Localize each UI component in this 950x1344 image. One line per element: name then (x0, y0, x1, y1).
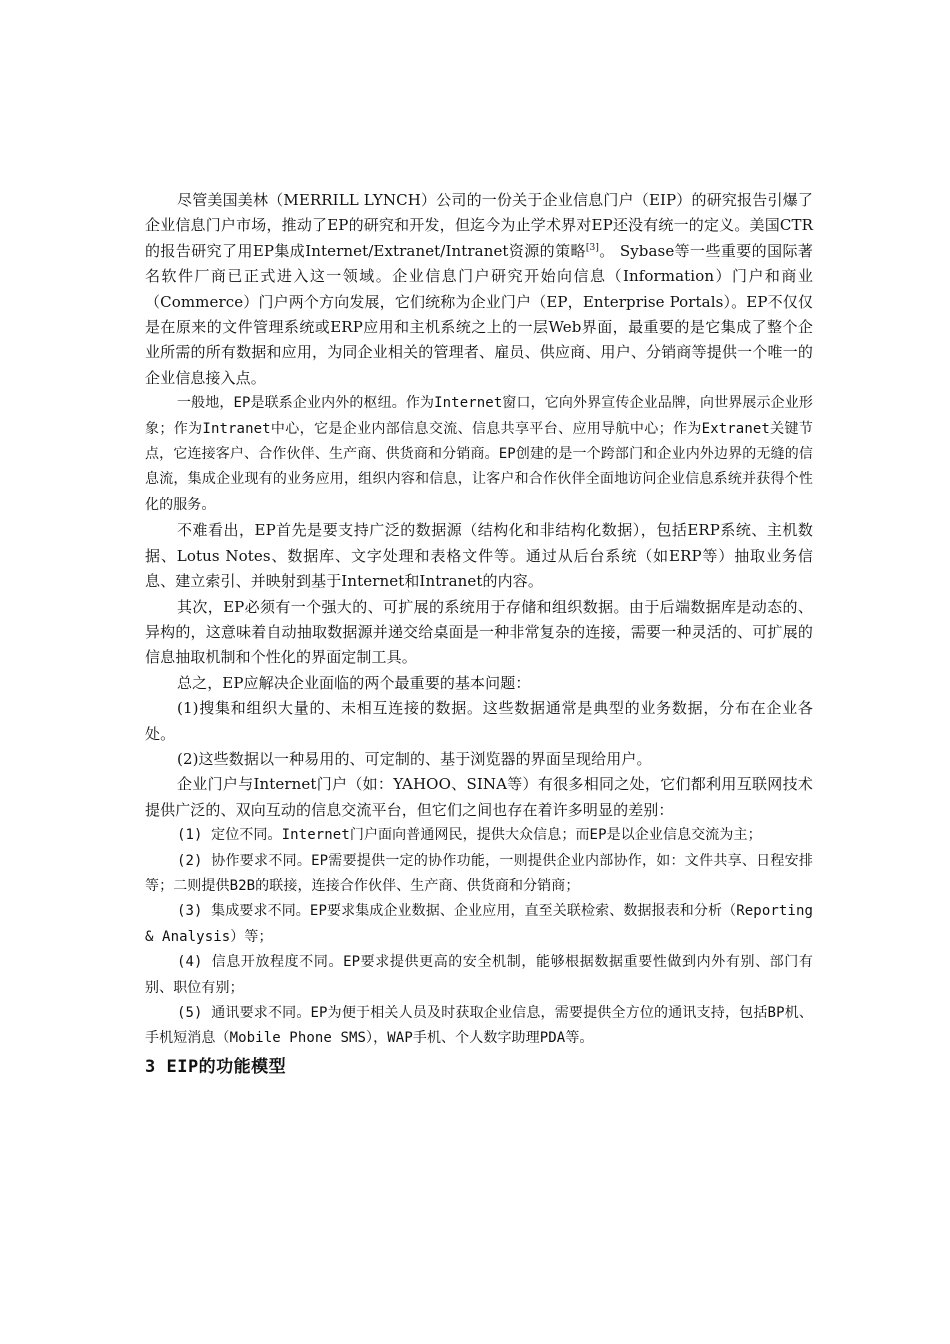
paragraph-data-sources: 不难看出，EP首先是要支持广泛的数据源（结构化和非结构化数据），包括ERP系统、主机数据、Lotus Notes、数据库、文字处理和表格文件等。通过从后台系统（如ERP等）抽取业务信息、建立索引、并映射到基于Internet和Intranet的内容。 (145, 521, 813, 591)
paragraph-eip-background (145, 188, 813, 391)
list-item-difference-1: (1) 定位不同。Internet门户面向普通网民，提供大众信息；而EP是以企业信息交流为主； (177, 827, 762, 844)
paragraph-ep-hub: 一般地，EP是联系企业内外的枢纽。作为Internet窗口，它向外界宣传企业品牌，向世界展示企业形象；作为Intranet中心，它是企业内部信息交流、信息共享平台、应用导航中心；作为Extranet关键节点，它连接客户、合作伙伴、生产商、供货商和分销商。EP创建的是一个跨部门和企业内外边界的无缝的信息流，集成企业现有的业务应用，组织内容和信息，让客户和合作伙伴全面地访问企业信息系统并获得个性化的服务。 (145, 395, 813, 513)
section-heading: 3 EIP的功能模型 (145, 1056, 287, 1077)
list-item-difference-5: (5) 通讯要求不同。EP为便于相关人员及时获取企业信息，需要提供全方位的通讯支持，包括BP机、手机短消息（Mobile Phone SMS），WAP手机、个人数字助理PDA等。 (145, 1005, 813, 1047)
paragraph-problem-1: (1)搜集和组织大量的、未相互连接的数据。这些数据通常是典型的业务数据，分布在企业各处。 (145, 699, 813, 743)
citation-reference[interactable]: [3] (585, 242, 599, 253)
paragraph-text: 。 Sybase等一些重要的国际著名软件厂商已正式进入这一领域。企业信息门户研究开始向信息（Information）门户和商业（Commerce）门户两个方向发展，它们统称为企业门户（EP，Enterprise Portals）。EP不仅仅是在原来的文件管理系统或ERP应用和主机系统之上的一层Web界面，最重要的是它集成了整个企业所需的所有数据和应用，为同企业相关的管理者、雇员、供应商、用户、分销商等提供一个唯一的企业信息接入点。 (145, 241, 813, 387)
paragraph-problem-2: (2)这些数据以一种易用的、可定制的、基于浏览器的界面呈现给用户。 (177, 749, 652, 768)
list-item-difference-4: (4) 信息开放程度不同。EP要求提供更高的安全机制，能够根据数据重要性做到内外有别、部门有别、职位有别； (145, 954, 813, 996)
paragraph-text: 尽管美国美林（MERRILL LYNCH）公司的一份关于企业信息门户（EIP）的研究报告引爆了企业信息门户市场，推动了EP的研究和开发，但迄今为止学术界对EP还没有统一的定义。美国CTR的报告研究了用EP集成Internet/Extranet/Intranet资源的策略 (145, 191, 813, 260)
list-item-difference-3: (3) 集成要求不同。EP要求集成企业数据、企业应用，直至关联检索、数据报表和分析（Reporting & Analysis）等； (145, 903, 813, 945)
paragraph-storage-system: 其次，EP必须有一个强大的、可扩展的系统用于存储和组织数据。由于后端数据库是动态的、异构的，这意味着自动抽取数据源并递交给桌面是一种非常复杂的连接，需要一种灵活的、可扩展的信息抽取机制和个性化的界面定制工具。 (145, 597, 813, 667)
paragraph-summary: 总之，EP应解决企业面临的两个最重要的基本问题： (177, 673, 531, 692)
list-item-difference-2: (2) 协作要求不同。EP需要提供一定的协作功能，一则提供企业内部协作，如：文件共享、日程安排等；二则提供B2B的联接，连接合作伙伴、生产商、供货商和分销商； (145, 852, 813, 894)
document-body (145, 188, 813, 1080)
paragraph-portal-comparison: 企业门户与Internet门户（如：YAHOO、SINA等）有很多相同之处，它们都利用互联网技术提供广泛的、双向互动的信息交流平台，但它们之间也存在着许多明显的差别： (145, 775, 813, 819)
